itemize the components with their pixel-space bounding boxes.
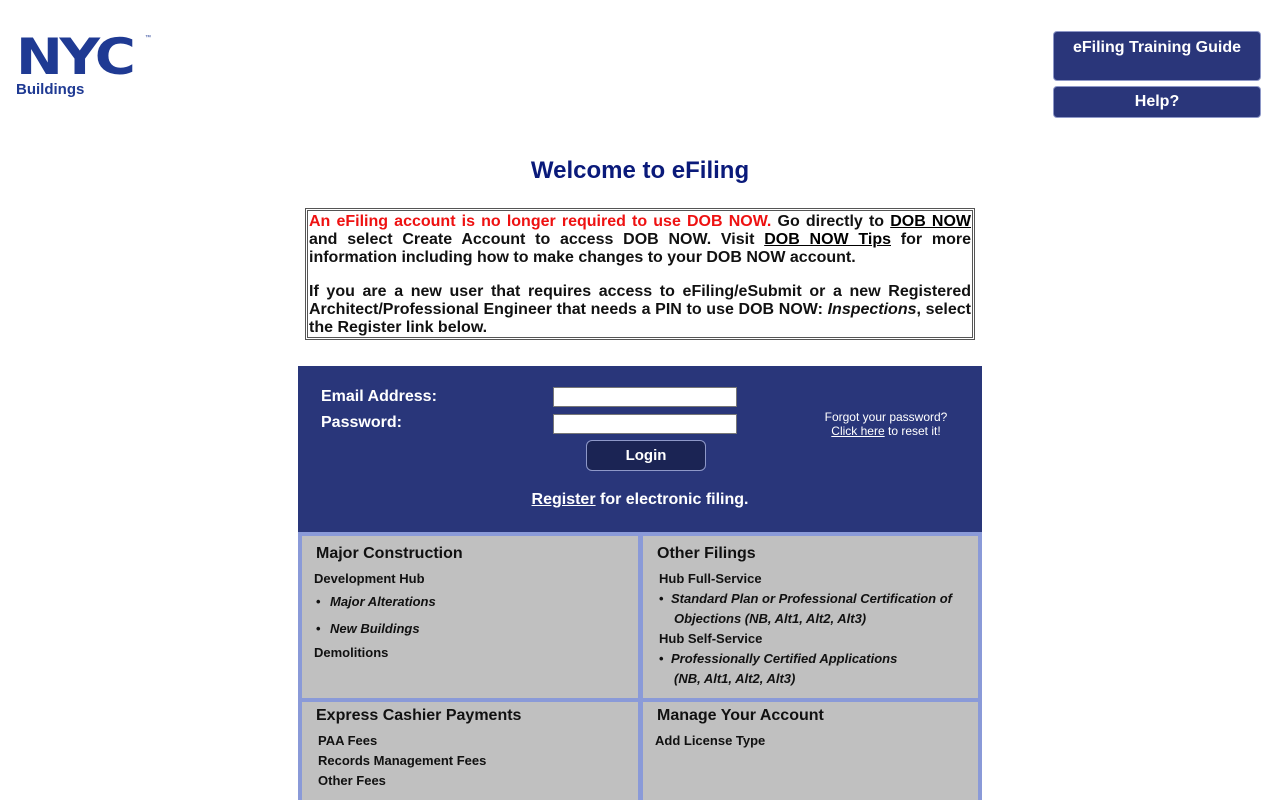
major-alterations-link[interactable]: Major Alterations (330, 594, 436, 609)
dob-now-link[interactable]: DOB NOW (890, 213, 972, 230)
standard-plan-link-cont[interactable]: Objections (NB, Alt1, Alt2, Alt3) (674, 611, 867, 626)
dob-now-tips-link[interactable]: DOB NOW Tips (764, 231, 891, 248)
demolitions-link[interactable]: Demolitions (314, 645, 389, 660)
sections-grid (298, 532, 982, 800)
hub-full-service-link[interactable]: Hub Full-Service (659, 571, 762, 586)
major-construction-section (302, 536, 638, 698)
email-input[interactable] (553, 387, 737, 407)
section-title: Manage Your Account (657, 707, 824, 724)
help-button[interactable]: Help? (1053, 86, 1261, 118)
bullet-icon: • (316, 621, 321, 636)
express-cashier-section (302, 702, 638, 800)
bullet-icon: • (316, 594, 321, 609)
standard-plan-link[interactable]: Standard Plan or Professional Certification of (671, 591, 952, 606)
password-input[interactable] (553, 414, 737, 434)
logo-trademark: ™ (145, 35, 151, 41)
page-title: Welcome to eFiling (530, 157, 750, 184)
notice-inspections-text: Inspections (827, 301, 917, 318)
reset-password-link[interactable]: Click here (831, 424, 885, 438)
professionally-certified-link[interactable]: Professionally Certified Applications (671, 651, 898, 666)
bullet-icon: • (659, 591, 664, 606)
other-fees-link[interactable]: Other Fees (318, 773, 386, 788)
training-guide-button[interactable]: eFiling Training Guide (1053, 31, 1261, 81)
new-buildings-link[interactable]: New Buildings (330, 621, 420, 636)
hub-self-service-link[interactable]: Hub Self-Service (659, 631, 763, 646)
notice-paragraph-2 (309, 283, 971, 337)
manage-account-section (643, 702, 978, 800)
logo-nyc-text: NYC (16, 28, 133, 86)
notice-text: , select the Register link below. (309, 301, 971, 336)
professionally-certified-link-cont[interactable]: (NB, Alt1, Alt2, Alt3) (674, 671, 796, 686)
development-hub-link[interactable]: Development Hub (314, 571, 425, 586)
notice-box (305, 208, 975, 340)
register-link[interactable]: Register (531, 491, 596, 508)
password-label: Password: (321, 414, 402, 431)
forgot-password-text: Forgot your password? (824, 410, 948, 424)
reset-text: to reset it! (884, 424, 941, 438)
notice-paragraph-1 (309, 213, 971, 267)
paa-fees-link[interactable]: PAA Fees (318, 733, 378, 748)
logo-buildings-text: Buildings (16, 81, 85, 98)
register-line (298, 491, 982, 509)
bullet-icon: • (659, 651, 664, 666)
notice-text: and select Create Account to access DOB NOW. Visit (309, 231, 765, 248)
notice-alert-text: An eFiling account is no longer required to use DOB NOW. (309, 213, 772, 230)
notice-text: for more information including how to make changes to your DOB NOW account. (309, 231, 971, 266)
register-text: for electronic filing. (595, 491, 749, 508)
section-title: Express Cashier Payments (316, 707, 522, 724)
notice-text: If you are a new user that requires access to eFiling/eSubmit or a new Registered Architect/Professional Engineer that needs a PIN to use DOB NOW: (309, 283, 971, 318)
email-label: Email Address: (321, 388, 437, 405)
other-filings-section (643, 536, 978, 698)
login-button[interactable]: Login (586, 440, 706, 471)
forgot-password (808, 410, 964, 438)
nyc-buildings-logo (16, 28, 152, 99)
notice-text: Go directly to (771, 213, 891, 230)
login-panel (298, 366, 982, 532)
records-management-fees-link[interactable]: Records Management Fees (318, 753, 487, 768)
section-title: Major Construction (316, 545, 463, 562)
section-title: Other Filings (657, 545, 756, 562)
add-license-type-link[interactable]: Add License Type (655, 733, 766, 748)
